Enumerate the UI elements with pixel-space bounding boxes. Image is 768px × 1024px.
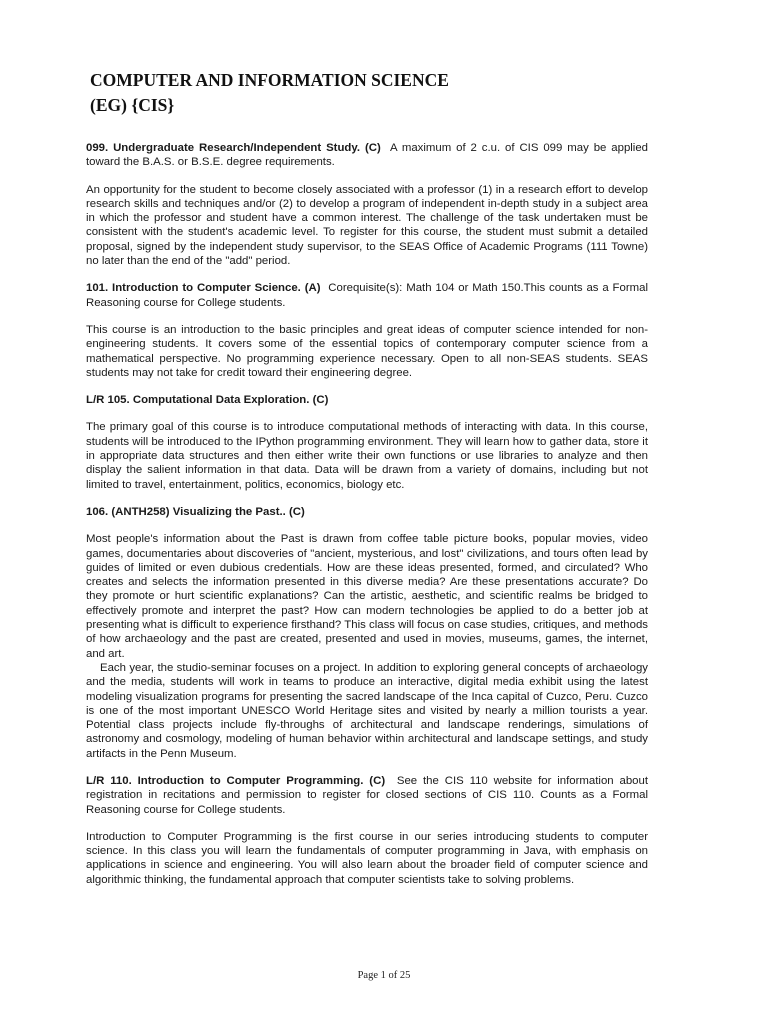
course-description: Most people's information about the Past is drawn from coffee table picture books, popular movies, video games, documentaries about discoveries of "ancient, mysterious, and lost" civilizations, and tours often lead by guides of limited or even dubious credentials. How are these ideas presented, formed, and circulated? Who creates and selects the information presented in this diverse media? Are these presentations accurate? Do they promote or hurt scientific explanations? Can the artistic, aesthetic, and scientific realms be bridged to effectively promote and interpret the past? How can modern technologies be applied to do a better job at presenting what is difficult to experience firsthand? This class will focus on case studies, critiques, and methods of how archaeology and the past are created, presented and used in movies, museums, games, the internet, and art. (86, 533, 648, 660)
course-099-header (86, 141, 648, 170)
document-page (86, 68, 648, 900)
course-note: A maximum of 2 c.u. of CIS 099 may be applied toward the B.A.S. or B.S.E. degree requirements. (86, 142, 649, 169)
course-105-header (86, 393, 648, 407)
course-heading: L/R 110. Introduction to Computer Programming. (C) (86, 774, 386, 787)
page-number: Page 1 of 25 (357, 970, 411, 981)
course-description: Introduction to Computer Programming is the first course in our series introducing students to computer science. In this class you will learn the fundamentals of computer programming in Java, with emphasis on applications in science and engineering. You will also learn about the broader field of computer science and algorithmic thinking, the fundamental approach that computer scientists take to solving problems. (86, 830, 648, 886)
course-110-header (86, 774, 648, 817)
course-note: See the CIS 110 website for information about registration in recitations and permission to register for closed sections of CIS 110. Counts as a Formal Reasoning course for College students. (86, 774, 648, 816)
course-heading: 106. (ANTH258) Visualizing the Past.. (C) (86, 505, 305, 518)
course-note: Corequisite(s): Math 104 or Math 150.This counts as a Formal Reasoning course for College students. (86, 282, 648, 309)
course-description: Each year, the studio-seminar focuses on a project. In addition to exploring general concepts of archaeology and the media, students will work in teams to produce an interactive, digital media exhibit using the latest modeling visualization programs for presenting the sacred landscape of the Inca capital of Cuzco, Peru. Cuzco is one of the most important UNESCO World Heritage sites and visited by nearly a million tourists a year. Potential class projects include fly-throughs of architectural and landscape renderings, simulations of astronomy and cosmology, modeling of human behavior within architectural and landscape settings, and study artifacts in the Penn Museum. (86, 661, 648, 760)
course-101-header (86, 281, 648, 310)
course-heading: 099. Undergraduate Research/Independent Study. (C) (86, 142, 381, 154)
title-line-2: (EG) {CIS} (90, 95, 175, 115)
course-description: The primary goal of this course is to introduce computational methods of interacting with data. In this course, students will be introduced to the IPython programming environment. They will learn how to gather data, store it in appropriate data structures and then either write their own functions or use libraries to analyze and then display the salient information in that data. Data will be drawn from a variety of domains, including but not limited to travel, entertainment, politics, economics, biology etc. (86, 421, 648, 491)
course-description: An opportunity for the student to become closely associated with a professor (1) in a research effort to develop research skills and techniques and/or (2) to develop a program of independent in-depth study in a subject area in which the professor and student have a common interest. The challenge of the task undertaken must be consistent with the student's academic level. To register for this course, the student must submit a detailed proposal, signed by the independent study supervisor, to the SEAS Office of Academic Programs (111 Towne) no later than the end of the "add" period. (86, 183, 648, 268)
title-line-1: COMPUTER AND INFORMATION SCIENCE (90, 70, 449, 90)
course-description: This course is an introduction to the basic principles and great ideas of computer science intended for non-engineering students. It covers some of the essential topics of contemporary computer science from a mathematical perspective. No programming experience necessary. Open to all non-SEAS students. SEAS students may not take for credit toward their engineering degree. (86, 323, 648, 379)
course-106-header (86, 505, 648, 519)
document-title (90, 68, 648, 118)
course-heading: L/R 105. Computational Data Exploration. (C) (86, 394, 329, 407)
course-heading: 101. Introduction to Computer Science. (A) (86, 282, 321, 295)
